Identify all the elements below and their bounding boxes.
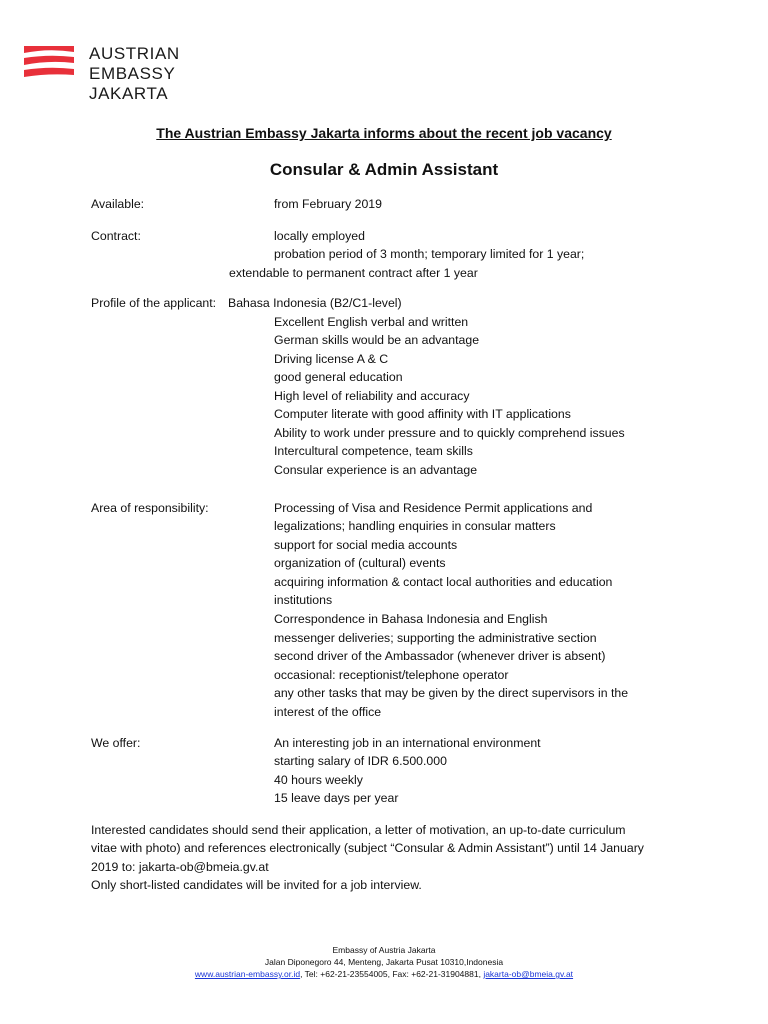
contract-line: extendable to permanent contract after 1 year: [229, 266, 478, 280]
embassy-logo: [24, 44, 184, 103]
profile-item: Ability to work under pressure and to quickly comprehend issues: [274, 426, 625, 440]
profile-item: Driving license A & C: [274, 352, 389, 366]
offer-label: We offer:: [91, 736, 141, 750]
profile-item: Excellent English verbal and written: [274, 315, 469, 329]
application-line: 2019 to: jakarta-ob@bmeia.gv.at: [91, 860, 269, 874]
responsibility-line: acquiring information & contact local authorities and education: [274, 575, 613, 589]
application-line: vitae with photo) and references electronically (subject “Consular & Admin Assistant”) until 14 January: [91, 841, 644, 855]
offer-item: 15 leave days per year: [274, 791, 399, 805]
footer-phone-fax: , Tel: +62-21-23554005, Fax: +62-21-31904881,: [300, 969, 484, 979]
footer-contact-line: [0, 968, 768, 980]
responsibility-line: any other tasks that may be given by the direct supervisors in the: [274, 686, 629, 700]
application-line: Interested candidates should send their application, a letter of motivation, an up-to-date curriculum: [91, 823, 626, 837]
responsibility-line: occasional: receptionist/telephone operator: [274, 668, 509, 682]
available-label: Available:: [91, 197, 145, 211]
letterhead-footer: [0, 944, 768, 980]
contract-line: locally employed: [274, 229, 365, 243]
profile-item: Computer literate with good affinity with IT applications: [274, 407, 571, 421]
responsibility-line: messenger deliveries; supporting the administrative section: [274, 631, 597, 645]
logo-line-2: EMBASSY: [89, 64, 176, 83]
logo-wordmark: [89, 44, 180, 104]
responsibility-label: Area of responsibility:: [91, 501, 209, 515]
responsibility-line: organization of (cultural) events: [274, 556, 446, 570]
offer-item: An interesting job in an international environment: [274, 736, 541, 750]
responsibility-line: second driver of the Ambassador (whenever driver is absent): [274, 649, 606, 663]
contract-label: Contract:: [91, 229, 141, 243]
profile-label: Profile of the applicant:: [91, 296, 217, 310]
profile-item: Intercultural competence, team skills: [274, 444, 473, 458]
austrian-flag-icon: [24, 46, 74, 78]
responsibility-line: interest of the office: [274, 705, 382, 719]
profile-item: German skills would be an advantage: [274, 333, 480, 347]
available-value: from February 2019: [274, 197, 382, 211]
website-link[interactable]: www.austrian-embassy.or.id: [194, 969, 301, 979]
profile-item: good general education: [274, 370, 403, 384]
profile-item: High level of reliability and accuracy: [274, 389, 470, 403]
offer-item: 40 hours weekly: [274, 773, 363, 787]
logo-line-3: JAKARTA: [89, 84, 169, 103]
responsibility-line: Processing of Visa and Residence Permit applications and: [274, 501, 593, 515]
application-note: Only short-listed candidates will be invited for a job interview.: [91, 878, 422, 892]
profile-item: Bahasa Indonesia (B2/C1-level): [228, 296, 402, 310]
profile-item: Consular experience is an advantage: [274, 463, 478, 477]
job-title: Consular & Admin Assistant: [269, 160, 499, 179]
email-link[interactable]: jakarta-ob@bmeia.gv.at: [483, 969, 574, 979]
offer-item: starting salary of IDR 6.500.000: [274, 754, 447, 768]
footer-org: Embassy of Austria Jakarta: [332, 945, 436, 955]
responsibility-line: legalizations; handling enquiries in consular matters: [274, 519, 556, 533]
responsibility-line: Correspondence in Bahasa Indonesia and English: [274, 612, 548, 626]
logo-line-1: AUSTRIAN: [89, 44, 180, 63]
responsibility-line: institutions: [274, 593, 333, 607]
contract-line: probation period of 3 month; temporary limited for 1 year;: [274, 247, 585, 261]
responsibility-line: support for social media accounts: [274, 538, 458, 552]
footer-address: Jalan Diponegoro 44, Menteng, Jakarta Pusat 10310,Indonesia: [264, 957, 504, 967]
vacancy-headline: The Austrian Embassy Jakarta informs about the recent job vacancy: [156, 125, 612, 141]
